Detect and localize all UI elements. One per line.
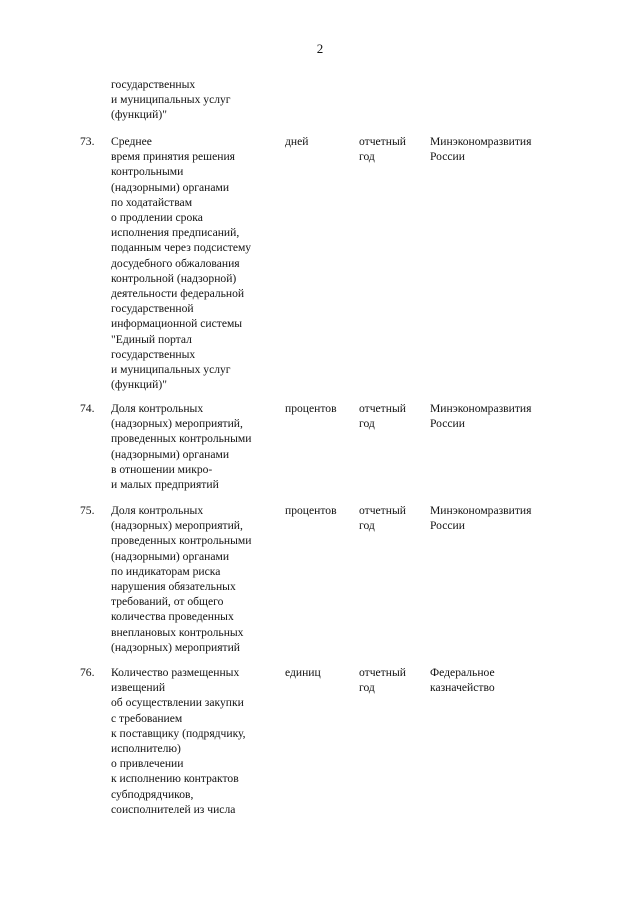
text-line: (надзорных) мероприятий [111,640,240,654]
indicator-name [111,401,251,492]
text-line: к поставщику (подрядчику, [111,726,246,740]
indicator-name [111,134,251,392]
text-line: контрольной (надзорной) [111,271,237,285]
text-line: извещений [111,681,166,695]
text-line: год [359,681,375,695]
text-line: год [359,519,375,533]
text-line: исполнения предписаний, [111,226,240,240]
text-line: отчетный [359,402,406,415]
text-line: России [430,417,465,431]
responsible-agency [430,401,531,431]
continued-cell-text [111,77,231,123]
text-line: в отношении микро- [111,462,213,476]
text-line: "Единый портал [111,332,192,346]
unit-of-measure: процентов [285,402,337,415]
text-line: контрольными [111,165,184,179]
text-line: количества проведенных [111,610,234,624]
row-number: 76. [80,666,95,679]
row-number: 74. [80,402,95,415]
text-line: и малых предприятий [111,478,219,492]
text-line: (надзорными) органами [111,549,230,563]
text-line: о продлении срока [111,211,203,225]
indicator-name [111,503,251,655]
reporting-period [359,503,406,533]
text-line: Доля контрольных [111,402,204,415]
text-line: об осуществлении закупки [111,696,244,710]
reporting-period [359,401,406,431]
page-number: 2 [316,41,324,56]
text-line: (надзорными) органами [111,447,230,461]
row-number: 75. [80,504,95,517]
text-line: нарушения обязательных [111,580,236,594]
responsible-agency [430,134,531,164]
text-line: Минэкономразвития [430,504,532,517]
text-line: с требованием [111,711,183,725]
text-line: отчетный [359,666,406,679]
text-line: требований, от общего [111,595,224,609]
text-line: (функций)" [111,108,167,122]
text-line: исполнителю) [111,742,181,756]
responsible-agency [430,665,495,695]
text-line: к исполнению контрактов [111,772,239,786]
text-line: Количество размещенных [111,666,240,679]
text-line: Минэкономразвития [430,135,532,148]
responsible-agency [430,503,531,533]
text-line: деятельности федеральной [111,287,245,301]
text-line: по ходатайствам [111,195,193,209]
text-line: (функций)" [111,378,167,392]
text-line: (надзорными) органами [111,180,230,194]
unit-of-measure: процентов [285,504,337,517]
text-line: проведенных контрольными [111,432,252,446]
text-line: по индикаторам риска [111,564,221,578]
text-line: отчетный [359,504,406,517]
text-line: (надзорных) мероприятий, [111,417,243,431]
text-line: год [359,150,375,164]
text-line: казначейство [430,681,495,695]
text-line: России [430,150,465,164]
text-line: поданным через подсистему [111,241,252,255]
text-line: Среднее [111,135,152,148]
text-line: государственных [111,347,196,361]
row-number: 73. [80,135,95,148]
unit-of-measure: дней [285,135,309,148]
text-line: субподрядчиков, [111,787,194,801]
text-line: и муниципальных услуг [111,363,231,377]
text-line: Доля контрольных [111,504,204,517]
text-line: время принятия решения [111,150,235,164]
reporting-period [359,665,406,695]
text-line: государственной [111,302,194,316]
text-line: досудебного обжалования [111,256,240,270]
text-line: отчетный [359,135,406,148]
indicator-name [111,665,246,817]
text-line: Федеральное [430,666,495,679]
text-line: Минэкономразвития [430,402,532,415]
text-line: соисполнителей из числа [111,802,236,816]
text-line: государственных [111,78,196,91]
unit-of-measure: единиц [285,666,321,679]
text-line: информационной системы [111,317,243,331]
text-line: проведенных контрольными [111,534,252,548]
text-line: России [430,519,465,533]
text-line: и муниципальных услуг [111,93,231,107]
text-line: (надзорных) мероприятий, [111,519,243,533]
text-line: внеплановых контрольных [111,625,244,639]
text-line: год [359,417,375,431]
reporting-period [359,134,406,164]
text-line: о привлечении [111,757,184,771]
